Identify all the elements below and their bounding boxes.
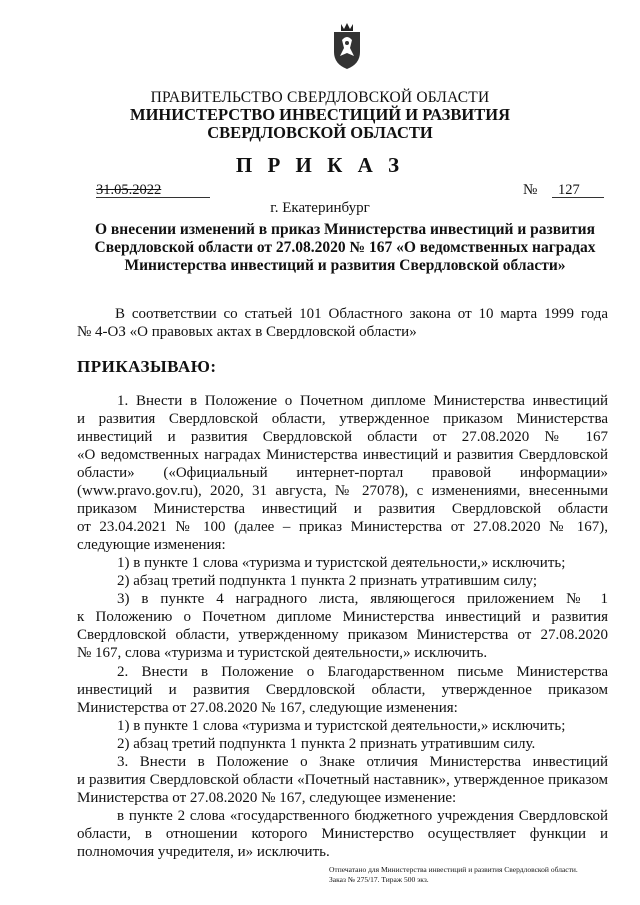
sverdlovsk-coat-of-arms-icon — [330, 22, 364, 70]
body-line: 2) абзац третий подпункта 1 пункта 2 признать утратившим силу; — [117, 573, 538, 589]
body-line: следующие изменения: — [77, 537, 226, 553]
title-line: Свердловской области от 27.08.2020 № 167 «О ведомственных наградах — [94, 239, 596, 256]
body-line: области» («Официальный интернет-портал правовой информации» — [77, 465, 608, 481]
document-type: П Р И К А З — [235, 153, 405, 177]
body-line: 3) в пункте 4 наградного листа, являющегося приложением № 1 — [117, 591, 608, 607]
body-line: инвестиций и развития Свердловской области от 27.08.2020 № 167 — [77, 429, 608, 445]
body-line: «О ведомственных наградах Министерства инвестиций и развития Свердловской — [77, 447, 608, 463]
body-line: 1) в пункте 1 слова «туризма и туристской деятельности,» исключить; — [117, 555, 566, 571]
ministry-name-line1: МИНИСТЕРСТВО ИНВЕСТИЦИЙ И РАЗВИТИЯ — [130, 105, 510, 124]
body-line: области, в отношении которого Министерство осуществляет функции и — [77, 826, 608, 842]
city: г. Екатеринбург — [270, 200, 370, 216]
body-line: к Положению о Почетном дипломе Министерства инвестиций и развития — [77, 609, 608, 625]
body-line: и развития Свердловской области «Почетный наставник», утвержденное приказом — [77, 772, 608, 788]
government-name: ПРАВИТЕЛЬСТВО СВЕРДЛОВСКОЙ ОБЛАСТИ — [150, 89, 490, 106]
body-line: 3. Внести в Положение о Знаке отличия Министерства инвестиций — [117, 754, 608, 770]
body-line: 2) абзац третий подпункта 1 пункта 2 признать утратившим силу. — [117, 736, 536, 752]
body-line: (www.pravo.gov.ru), 2020, 31 августа, № 27078), с изменениями, внесенными — [77, 483, 608, 499]
body-line: 1. Внести в Положение о Почетном дипломе Министерства инвестиций — [117, 393, 608, 409]
document-number: 127 — [552, 183, 604, 198]
body-line: приказом Министерства инвестиций и развития Свердловской области — [77, 501, 608, 517]
print-footer-line: Заказ № 275/17. Тираж 500 экз. — [329, 875, 429, 884]
order-word: ПРИКАЗЫВАЮ: — [77, 357, 217, 376]
document-date — [96, 183, 210, 198]
body-line: 1) в пункте 1 слова «туризма и туристской деятельности,» исключить; — [117, 718, 566, 734]
print-footer-line: Отпечатано для Министерства инвестиций и развития Свердловской области. — [329, 865, 578, 874]
ministry-name-line2: СВЕРДЛОВСКОЙ ОБЛАСТИ — [207, 123, 433, 142]
body-line: Свердловской области, утвержденному приказом Министерства от 27.08.2020 — [77, 627, 608, 643]
body-line: от 23.04.2021 № 100 (далее – приказ Министерства от 27.08.2020 № 167), — [77, 519, 608, 535]
preamble-line: В соответствии со статьей 101 Областного закона от 10 марта 1999 года — [115, 306, 608, 322]
number-label: № — [523, 182, 538, 198]
body-line: и развития Свердловской области, утвержденное приказом Министерства — [77, 411, 608, 427]
body-line: № 167, слова «туризма и туристской деятельности,» исключить. — [77, 645, 488, 661]
body-line: инвестиций и развития Свердловской области, утвержденное приказом — [77, 682, 608, 698]
body-line: в пункте 2 слова «государственного бюджетного учреждения Свердловской — [117, 808, 608, 824]
title-line: О внесении изменений в приказ Министерства инвестиций и развития — [95, 221, 595, 238]
body-line: Министерства от 27.08.2020 № 167, следующие изменения: — [77, 700, 458, 716]
body-line: полномочия учредителя, и» исключить. — [77, 844, 330, 860]
date-value: 31.05.2022 — [96, 182, 162, 198]
preamble-line: № 4-ОЗ «О правовых актах в Свердловской области» — [77, 324, 417, 340]
body-line: Министерства от 27.08.2020 № 167, следующее изменение: — [77, 790, 457, 806]
body-line: 2. Внести в Положение о Благодарственном письме Министерства — [117, 664, 608, 680]
title-line: Министерства инвестиций и развития Свердловской области» — [124, 257, 566, 274]
